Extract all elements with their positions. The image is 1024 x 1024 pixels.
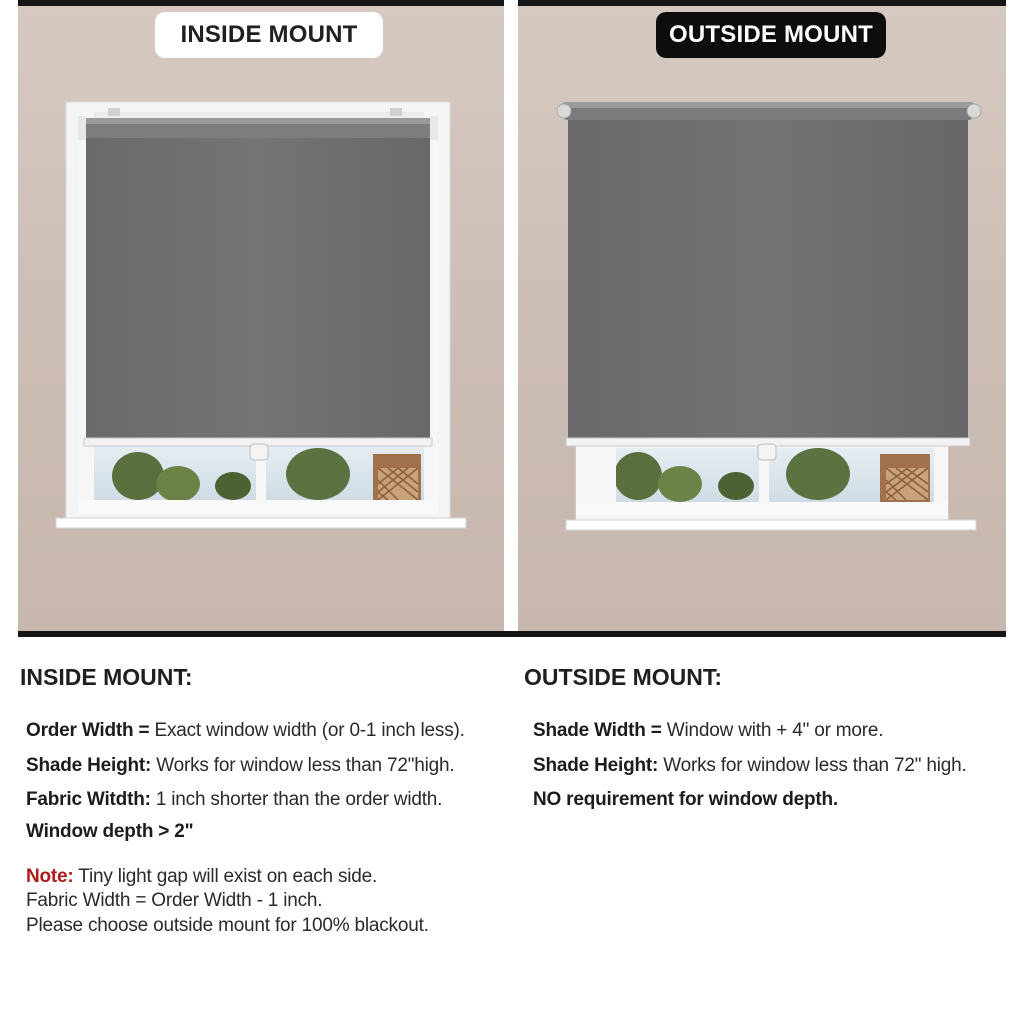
- inside-note-line: Please choose outside mount for 100% blackout.: [26, 915, 429, 936]
- spec-text: Works for window less than 72" high.: [663, 755, 967, 776]
- window-sill: [56, 518, 466, 528]
- spec-text: Window with + 4" or more.: [666, 720, 884, 741]
- inside-mount-badge-label: INSIDE MOUNT: [180, 21, 358, 48]
- panel-divider: [504, 0, 518, 637]
- spec-label: Shade Height:: [533, 755, 664, 776]
- inside-spec-order-width: [26, 720, 465, 742]
- note-text: Tiny light gap will exist on each side.: [73, 866, 378, 887]
- pull-handle: [758, 444, 776, 460]
- spec-label: Shade Width =: [533, 720, 667, 741]
- spec-text: Exact window width (or 0-1 inch less).: [154, 720, 465, 741]
- inside-note-line: Fabric Width = Order Width - 1 inch.: [26, 890, 323, 911]
- bottom-border: [18, 631, 1006, 637]
- window-sill: [566, 520, 976, 530]
- inside-spec-shade-height: [26, 755, 454, 777]
- inside-mount-illustration: [18, 6, 504, 631]
- spec-label: Fabric Witdth:: [26, 789, 156, 810]
- outside-spec-shade-height: [533, 755, 967, 777]
- spec-text: 1 inch shorter than the order width.: [155, 789, 443, 810]
- outside-mount-illustration: [518, 6, 1006, 631]
- roller-shade-fabric: [86, 138, 430, 440]
- inside-mount-heading: INSIDE MOUNT:: [20, 664, 193, 690]
- outside-mount-badge-label: OUTSIDE MOUNT: [669, 21, 873, 48]
- spec-label: Order Width =: [26, 720, 155, 741]
- pull-handle: [250, 444, 268, 460]
- roller-shade-fabric: [568, 120, 968, 440]
- spec-label: NO requirement for window depth.: [533, 789, 838, 810]
- inside-spec-fabric-width: [26, 789, 442, 811]
- spec-text: Works for window less than 72"high.: [156, 755, 455, 776]
- spec-label: Shade Height:: [26, 755, 157, 776]
- outside-mount-heading: OUTSIDE MOUNT:: [524, 664, 723, 690]
- outside-mount-photo: [518, 6, 1006, 631]
- inside-mount-badge: [155, 12, 383, 58]
- inside-mount-photo: [18, 6, 504, 631]
- outside-spec-window-depth: [533, 789, 838, 811]
- inside-spec-window-depth: [26, 821, 193, 843]
- outside-spec-shade-width: [533, 720, 883, 742]
- outside-mount-badge: [656, 12, 886, 58]
- spec-label: Window depth > 2": [26, 821, 194, 842]
- note-label: Note:: [26, 866, 74, 887]
- inside-note: [26, 866, 377, 888]
